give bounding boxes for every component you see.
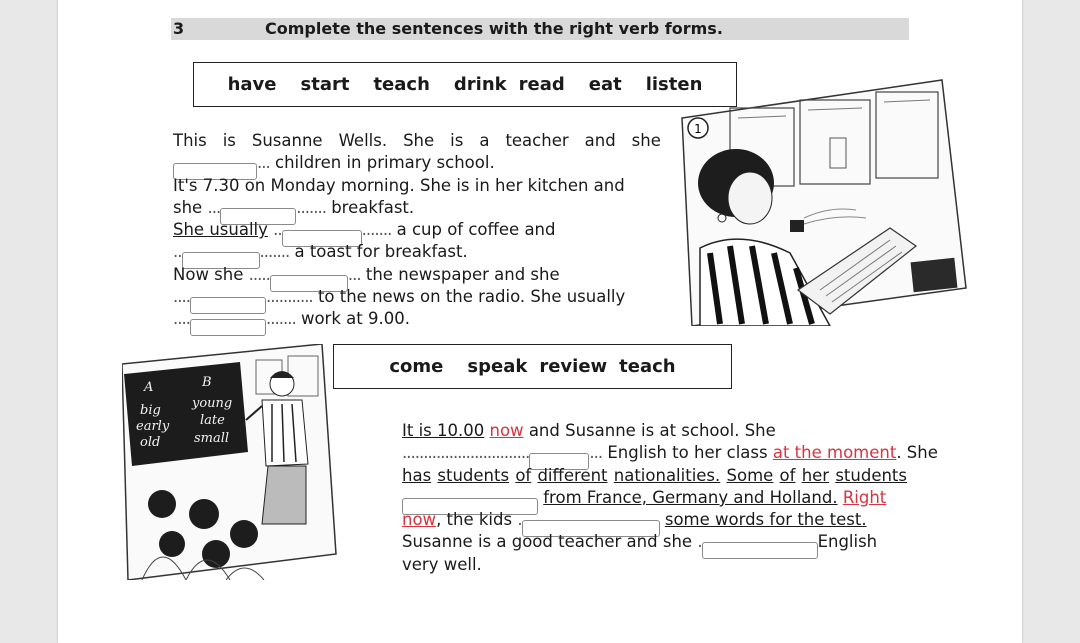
answer-field-1[interactable]: [173, 167, 257, 168]
p1-line-1: [173, 130, 661, 152]
p2-text-2a: English to her class: [607, 443, 768, 463]
word-teach-2: teach: [619, 356, 676, 377]
p1-line-9: .... ....... work at 9.00.: [173, 308, 661, 330]
svg-text:late: late: [200, 413, 225, 428]
p2-text-5b: some words for the test.: [664, 510, 867, 530]
svg-text:1: 1: [694, 122, 702, 136]
p2-line-7: [402, 554, 907, 576]
justified-word: Susanne: [251, 131, 323, 150]
p1-line-2: ... children in primary school.: [173, 152, 661, 174]
p2-line-6: Susanne is a good teacher and she . English: [402, 531, 907, 553]
word-have: have: [227, 74, 277, 95]
justified-word: is: [222, 131, 236, 150]
justified-word: of: [779, 465, 796, 485]
p2-text-4a: from France, Germany and Holland.: [543, 487, 838, 507]
p2-line-1: [402, 420, 907, 442]
justified-word: she: [631, 131, 661, 150]
justified-word: of: [515, 465, 532, 485]
justified-word: and: [584, 131, 616, 150]
svg-text:B: B: [202, 375, 212, 390]
p1-line-4: she ... ....... breakfast.: [173, 197, 661, 219]
p1-text-2: children in primary school.: [275, 153, 495, 173]
answer-field-11[interactable]: [702, 546, 818, 547]
p1-line-7: Now she ..... ... the newspaper and she: [173, 264, 661, 286]
p2-line-5: now, the kids . some words for the test.: [402, 509, 907, 531]
word-listen: listen: [645, 74, 703, 95]
justified-word: teacher: [505, 131, 569, 150]
answer-field-8[interactable]: [529, 457, 589, 458]
word-box-1: [193, 62, 737, 107]
paragraph-1: [173, 130, 661, 331]
justified-word: her: [801, 465, 830, 485]
word-teach: teach: [373, 74, 430, 95]
svg-text:old: old: [140, 435, 161, 450]
p1-text-5b: a cup of coffee and: [396, 220, 556, 240]
answer-field-6[interactable]: [190, 301, 266, 302]
p2-highlight-now-2: now: [402, 510, 437, 530]
justified-word: different: [537, 465, 608, 485]
answer-field-2[interactable]: [220, 212, 296, 213]
word-drink: drink: [453, 74, 507, 95]
svg-text:A: A: [144, 380, 154, 395]
word-read: read: [518, 74, 565, 95]
svg-text:big: big: [140, 403, 161, 418]
word-review: review: [539, 356, 608, 377]
justified-word: Some: [726, 465, 774, 485]
word-come: come: [389, 356, 444, 377]
p2-text-6b: English: [817, 532, 878, 552]
svg-text:young: young: [192, 396, 233, 411]
paragraph-2: [402, 420, 938, 576]
answer-field-7[interactable]: [190, 323, 266, 324]
answer-field-10[interactable]: [522, 524, 660, 525]
p2-highlight-at-the-moment: at the moment: [772, 443, 897, 463]
justified-word: students: [835, 465, 907, 485]
task-number: 3: [173, 19, 185, 38]
justified-word: Wells.: [338, 131, 388, 150]
p2-text-5a: , the kids: [436, 510, 513, 530]
word-eat: eat: [588, 74, 622, 95]
p1-line-8: .... ........... to the news on the radio. She usually: [173, 286, 661, 308]
p1-text-7b: the newspaper and she: [365, 264, 560, 284]
p2-text-1b: and Susanne is at school. She: [528, 421, 776, 440]
task-instruction: Complete the sentences with the right verb forms.: [265, 19, 723, 38]
p2-text-1a: It is 10.00: [402, 421, 485, 440]
svg-text:small: small: [194, 431, 230, 446]
p2-line-3: [402, 465, 907, 487]
word-speak: speak: [467, 356, 528, 377]
p1-line-3: [173, 175, 661, 197]
p2-line-4: [402, 487, 907, 509]
justified-word: has: [402, 465, 432, 485]
p1-text-7a: Now she: [173, 264, 244, 284]
p2-text-7: very well.: [402, 554, 482, 574]
justified-word: She: [403, 131, 435, 150]
answer-field-4[interactable]: [182, 256, 260, 257]
p1-text-9: work at 9.00.: [300, 309, 410, 329]
p2-text-2b: . She: [896, 443, 938, 463]
p1-line-5: She usually .. ....... a cup of coffee and: [173, 219, 661, 241]
p2-highlight-right: Right: [842, 487, 887, 507]
justified-word: nationalities.: [613, 465, 721, 485]
answer-field-5[interactable]: [270, 279, 348, 280]
answer-field-9[interactable]: [402, 502, 538, 503]
word-start: start: [300, 74, 350, 95]
justified-word: This: [173, 131, 207, 150]
p2-line-2: .............................. ... English to her class at the moment. She: [402, 442, 907, 464]
woman-reading-newspaper-illustration: [680, 78, 968, 326]
svg-text:early: early: [136, 419, 170, 434]
word-box-2: [333, 344, 732, 389]
p1-text-4b: breakfast.: [331, 197, 415, 217]
justified-word: a: [479, 131, 490, 150]
p1-text-6: a toast for breakfast.: [294, 242, 468, 262]
teacher-at-blackboard-illustration: [122, 344, 338, 580]
justified-word: students: [437, 465, 510, 485]
p1-text-8: to the news on the radio. She usually: [317, 287, 626, 307]
p1-line-6: .. ....... a toast for breakfast.: [173, 241, 661, 263]
p1-text-4a: she: [173, 197, 203, 217]
answer-field-3[interactable]: [282, 234, 362, 235]
justified-word: is: [450, 131, 464, 150]
p1-text-3: It's 7.30 on Monday morning. She is in her kitchen and: [173, 175, 625, 195]
task-header: [171, 18, 909, 40]
p1-text-5a: She usually: [173, 220, 268, 240]
p2-highlight-now: now: [489, 421, 524, 440]
p2-text-6a: Susanne is a good teacher and she: [402, 532, 693, 552]
